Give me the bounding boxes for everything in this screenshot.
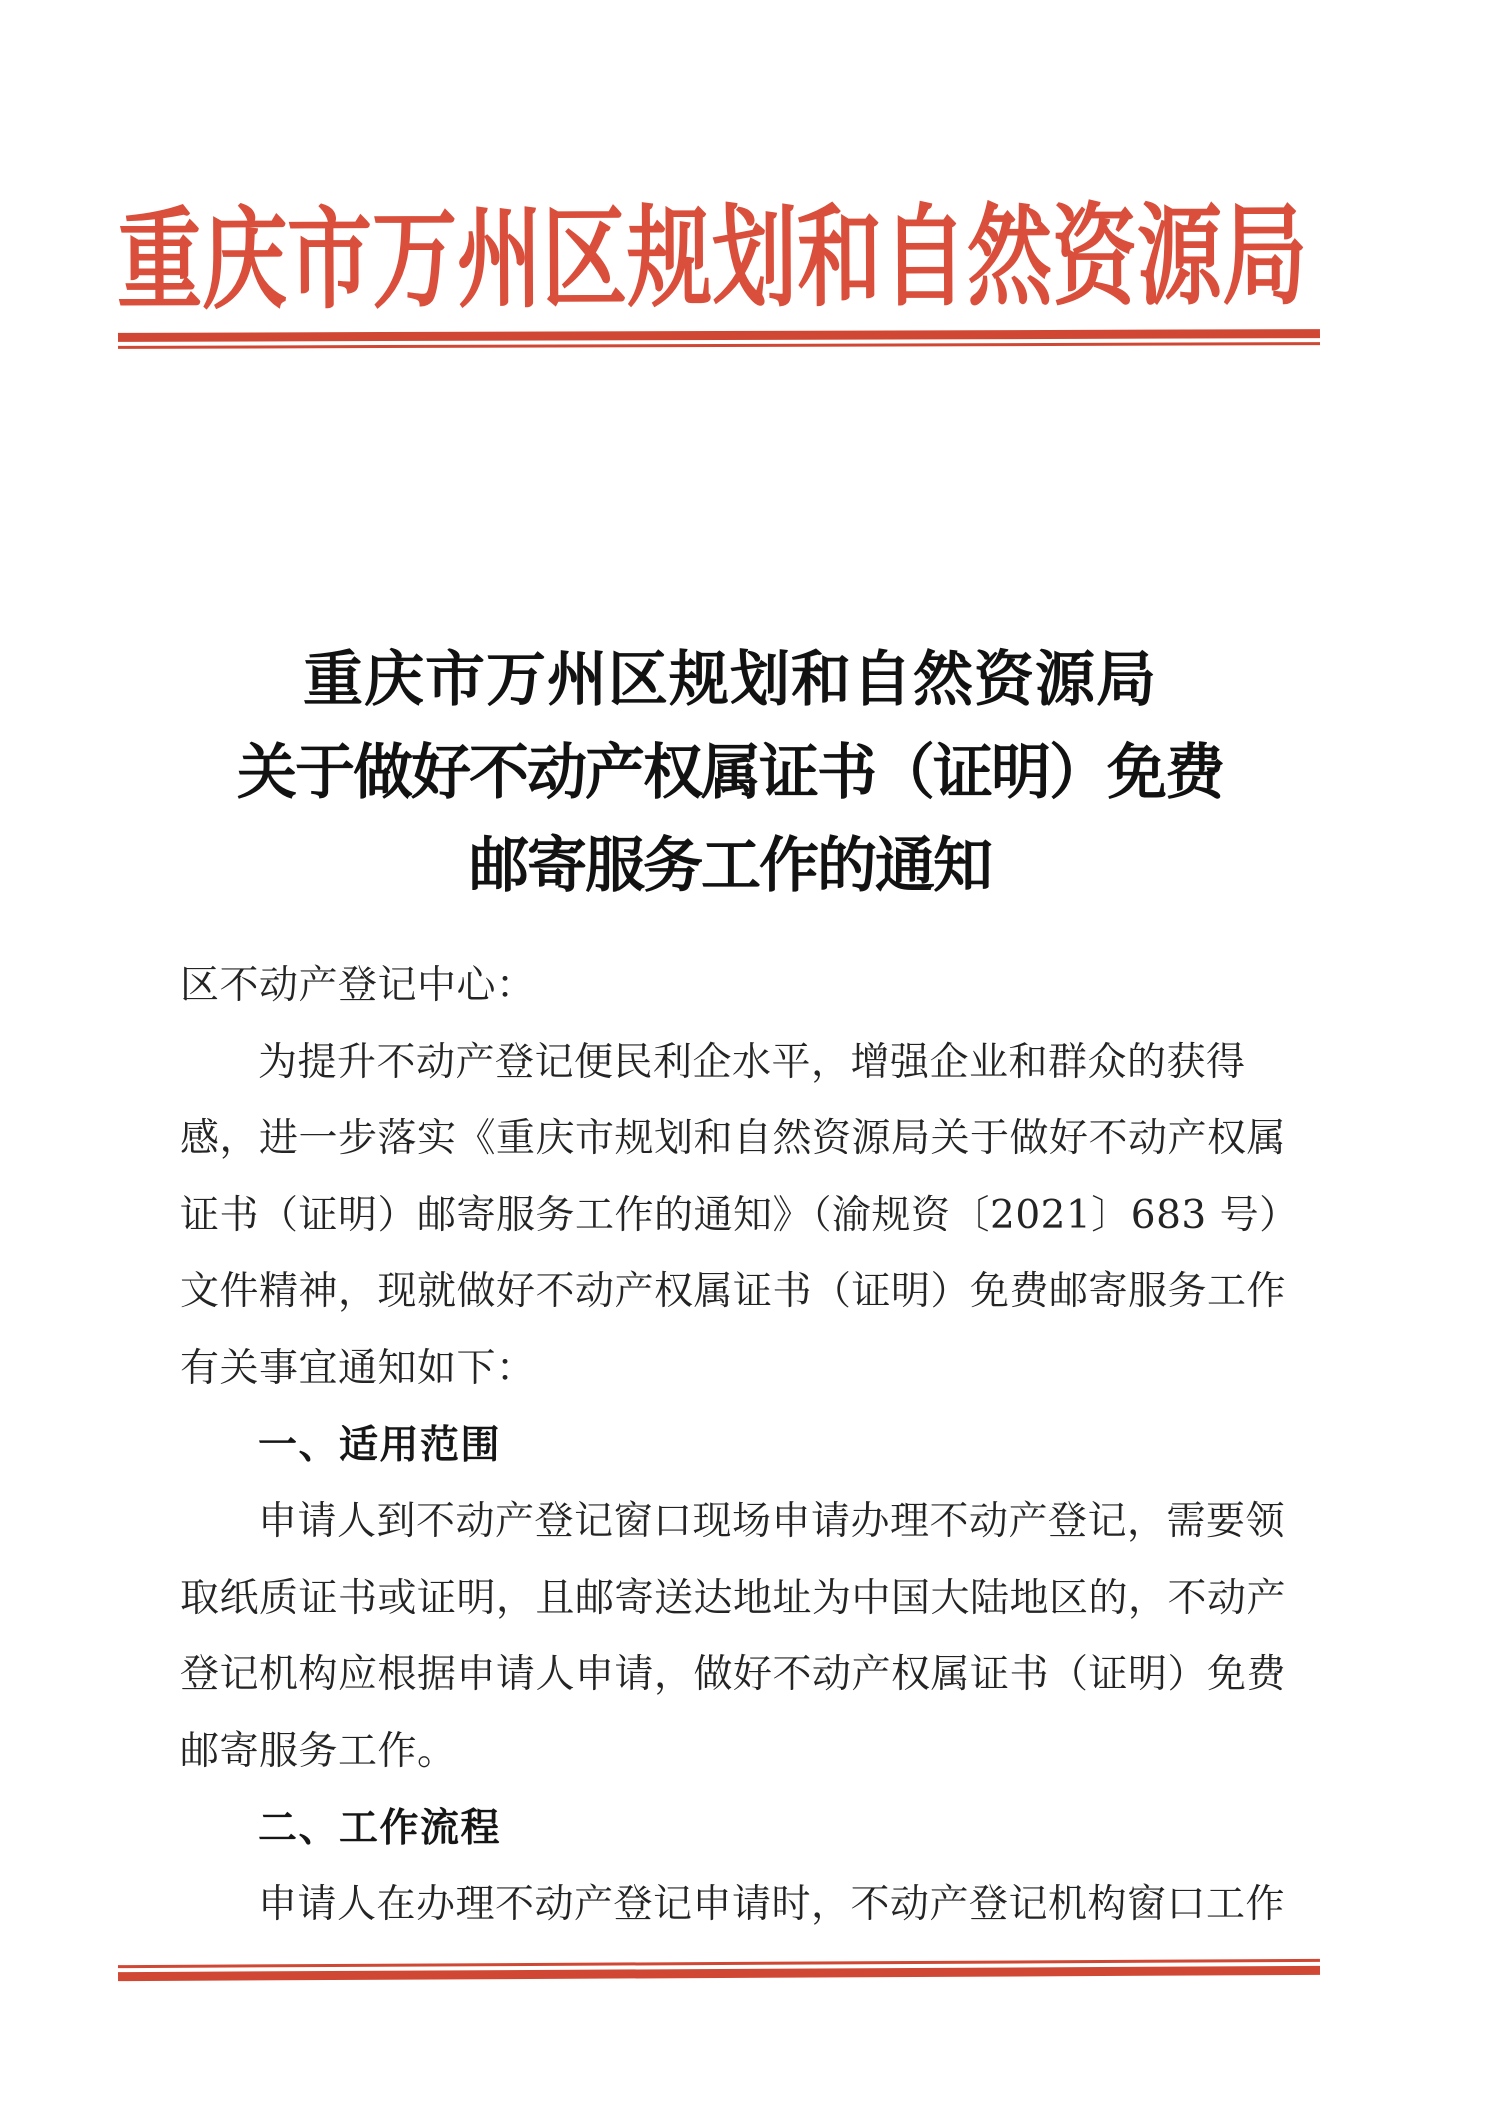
letterhead-divider: [118, 329, 1320, 349]
document-title-line-2: 关于做好不动产权属证书（证明）免费: [237, 738, 1223, 808]
footer-divider: [118, 1959, 1320, 1981]
letterhead: [0, 191, 1424, 327]
body-line: 证书（证明）邮寄服务工作的通知》（渝规资〔2021〕683 号）: [180, 1192, 1299, 1238]
body-line: 申请人在办理不动产登记申请时，不动产登记机构窗口工作: [258, 1882, 1286, 1928]
body-line: 邮寄服务工作。: [180, 1728, 457, 1774]
document-title-line-3: 邮寄服务工作的通知: [469, 831, 991, 901]
salutation-line: 区不动产登记中心：: [180, 963, 536, 1008]
section-heading-1: 一、适用范围: [258, 1422, 502, 1468]
body-line: 有关事宜通知如下：: [180, 1345, 536, 1391]
body-line: 取纸质证书或证明，且邮寄送达地址为中国大陆地区的，不动产: [180, 1575, 1287, 1621]
body-line: 文件精神，现就做好不动产权属证书（证明）免费邮寄服务工作: [180, 1269, 1287, 1315]
section-heading-2: 二、工作流程: [258, 1805, 502, 1851]
body-line: 为提升不动产登记便民利企水平，增强企业和群众的获得: [258, 1039, 1246, 1085]
document-body: [180, 948, 1299, 1944]
body-line: 感，进一步落实《重庆市规划和自然资源局关于做好不动产权属: [180, 1116, 1287, 1162]
document-title: [0, 634, 1460, 913]
letterhead-title: 重庆市万州区规划和自然资源局: [116, 191, 1308, 327]
document-title-line-1: 重庆市万州区规划和自然资源局: [303, 645, 1157, 715]
body-line: 申请人到不动产登记窗口现场申请办理不动产登记，需要领: [258, 1499, 1286, 1545]
body-line: 登记机构应根据申请人申请，做好不动产权属证书（证明）免费: [180, 1652, 1287, 1698]
